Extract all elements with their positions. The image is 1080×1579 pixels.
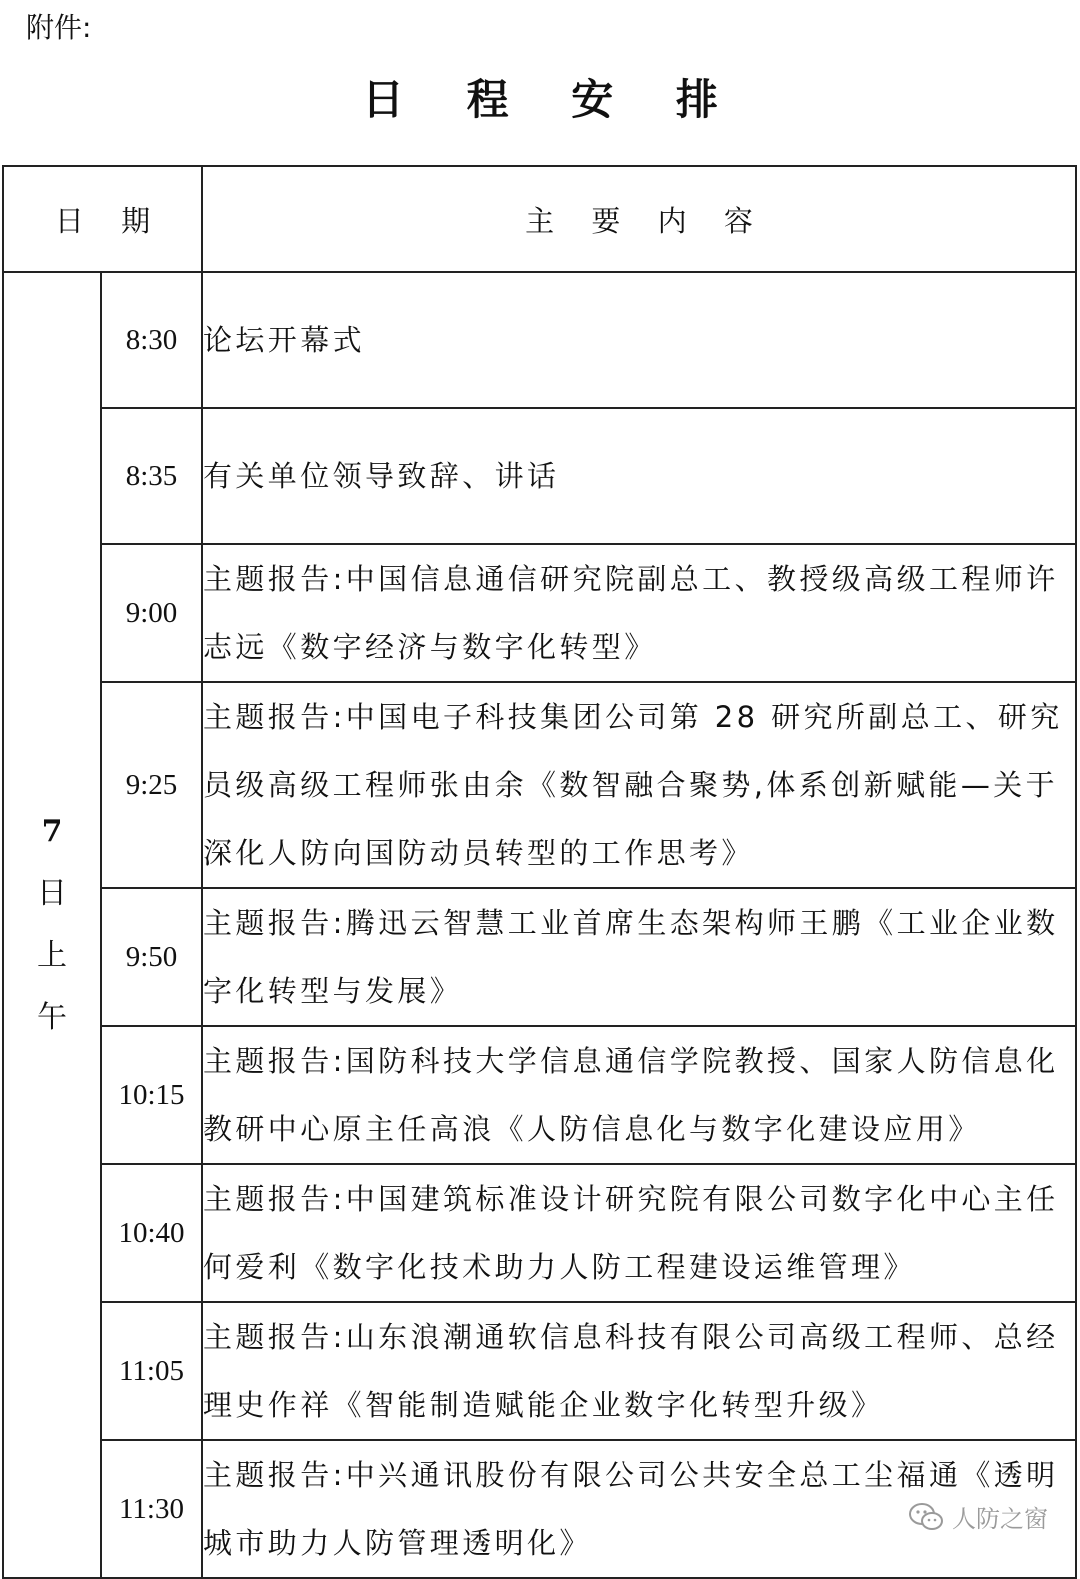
day-char: 日 <box>37 876 67 911</box>
table-row <box>3 272 1076 408</box>
attachment-label: 附件: <box>26 11 92 44</box>
day-cell <box>3 272 101 1578</box>
time-cell: 8:30 <box>101 272 202 408</box>
page-title: 日 程 安 排 <box>362 75 742 124</box>
table-row <box>3 682 1076 888</box>
time-cell: 11:05 <box>101 1302 202 1440</box>
time-cell: 8:35 <box>101 408 202 544</box>
content-cell: 主题报告:中兴通讯股份有限公司公共安全总工尘福通《透明城市助力人防管理透明化》 <box>202 1440 1076 1578</box>
content-cell: 主题报告:中国信息通信研究院副总工、教授级高级工程师许志远《数字经济与数字化转型》 <box>202 544 1076 682</box>
day-number: 7 <box>41 814 63 849</box>
content-cell: 有关单位领导致辞、讲话 <box>202 408 1076 544</box>
time-cell: 9:25 <box>101 682 202 888</box>
table-row <box>3 888 1076 1026</box>
watermark <box>908 1499 1048 1534</box>
table-row <box>3 408 1076 544</box>
content-cell: 主题报告:国防科技大学信息通信学院教授、国家人防信息化教研中心原主任高浪《人防信息化与数字化建设应用》 <box>202 1026 1076 1164</box>
header-date: 日 期 <box>3 166 202 272</box>
time-cell: 10:15 <box>101 1026 202 1164</box>
time-cell: 11:30 <box>101 1440 202 1578</box>
table-row <box>3 1026 1076 1164</box>
table-row <box>3 544 1076 682</box>
day-char: 午 <box>37 1000 67 1035</box>
day-char: 上 <box>37 938 67 973</box>
content-cell: 主题报告:中国建筑标准设计研究院有限公司数字化中心主任何爱利《数字化技术助力人防工程建设运维管理》 <box>202 1164 1076 1302</box>
time-cell: 9:50 <box>101 888 202 1026</box>
schedule-table <box>2 165 1077 1579</box>
time-cell: 9:00 <box>101 544 202 682</box>
table-header-row <box>3 166 1076 272</box>
content-cell: 主题报告:腾迅云智慧工业首席生态架构师王鹏《工业企业数字化转型与发展》 <box>202 888 1076 1026</box>
content-cell: 论坛开幕式 <box>202 272 1076 408</box>
table-row <box>3 1164 1076 1302</box>
content-cell: 主题报告:中国电子科技集团公司第 28 研究所副总工、研究员级高级工程师张由余《数智融合聚势,体系创新赋能—关于深化人防向国防动员转型的工作思考》 <box>202 682 1076 888</box>
content-cell: 主题报告:山东浪潮通软信息科技有限公司高级工程师、总经理史作祥《智能制造赋能企业数字化转型升级》 <box>202 1302 1076 1440</box>
table-row <box>3 1302 1076 1440</box>
wechat-icon <box>908 1502 944 1532</box>
watermark-text: 人防之窗 <box>952 1505 1048 1533</box>
header-content: 主 要 内 容 <box>202 166 1076 272</box>
time-cell: 10:40 <box>101 1164 202 1302</box>
